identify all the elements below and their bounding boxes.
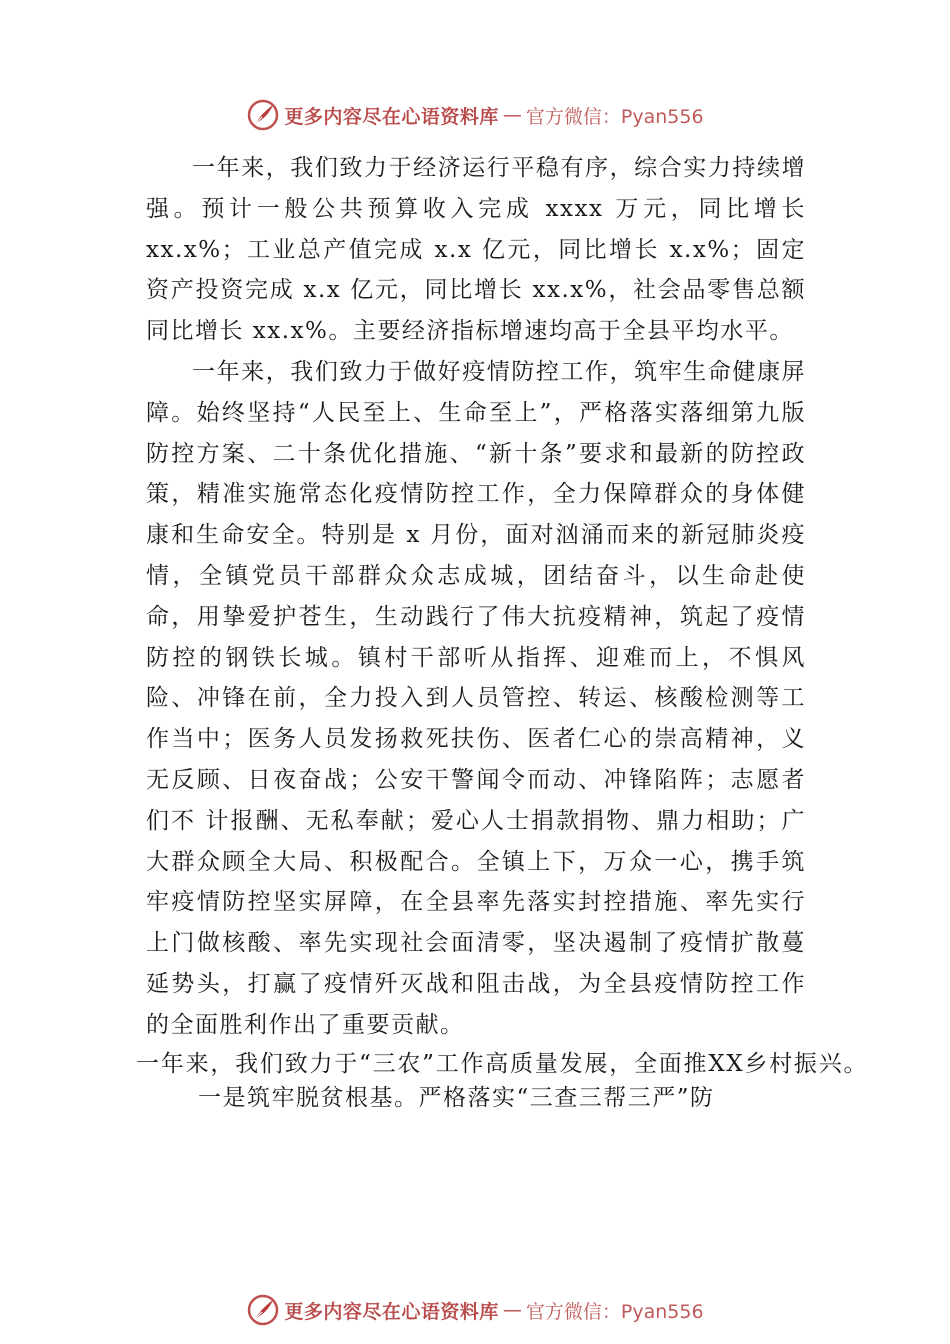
paragraph-epidemic: 一年来，我们致力于做好疫情防控工作，筑牢生命健康屏障。始终坚持“人民至上、生命至上”，严格落实落细第九版防控方案、二十条优化措施、“新十条”要求和最新的防控政策，精准实施常态化疫情防控工作，全力保障群众的身体健康和生命安全。特别是 x 月份，面对汹涌而来的新冠肺炎疫情，全镇党员干部群众众志成城，团结奋斗，以生命赴使命，用挚爱护苍生，生动践行了伟大抗疫精神，筑起了疫情防控的钢铁长城。镇村干部听从指挥、迎难而上，不惧风险、冲锋在前，全力投入到人员管控、转运、核酸检测等工作当中；医务人员发扬救死扶伤、医者仁心的崇高精神，义无反顾、日夜奋战；公安干警闻令而动、冲锋陷阵；志愿者们不 计报酬、无私奉献；爱心人士捐款捐物、鼎力相助；广大群众顾全大局、积极配合。全镇上下，万众一心，携手筑牢疫情防控坚实屏障，在全县率先落实封控措施、率先实行上门做核酸、率先实现社会面清零，坚决遏制了疫情扩散蔓延势头，打赢了疫情歼灭战和阻击战，为全县疫情防控工作的全面胜利作出了重要贡献。 [146,358,806,1038]
quill-logo-icon [246,1293,280,1327]
watermark-contact: 官方微信：Pyan556 [525,105,704,128]
watermark-title: 更多内容尽在心语资料库 [284,1300,499,1323]
watermark-contact: 官方微信：Pyan556 [525,1300,704,1323]
document-body [146,148,806,1046]
header-watermark [0,95,950,135]
paragraph-agriculture: 一年来，我们致力于“三农”工作高质量发展，全面推XX乡村振兴。一是筑牢脱贫根基。严格落实“三查三帮三严”防 [136,1051,868,1111]
paragraph-economy: 一年来，我们致力于经济运行平稳有序，综合实力持续增强。预计一般公共预算收入完成 xxxx 万元，同比增长 xx.x%；工业总产值完成 x.x 亿元，同比增长 x.x%；固定资产投资完成 x.x 亿元，同比增长 xx.x%，社会品零售总额同比增长 xx.x%。主要经济指标增速均高于全县平均水平。 [146,155,806,345]
quill-logo-icon [246,98,280,132]
watermark-title: 更多内容尽在心语资料库 [284,105,499,128]
watermark-dash: — [502,1299,522,1321]
footer-watermark [0,1290,950,1330]
watermark-dash: — [502,104,522,126]
